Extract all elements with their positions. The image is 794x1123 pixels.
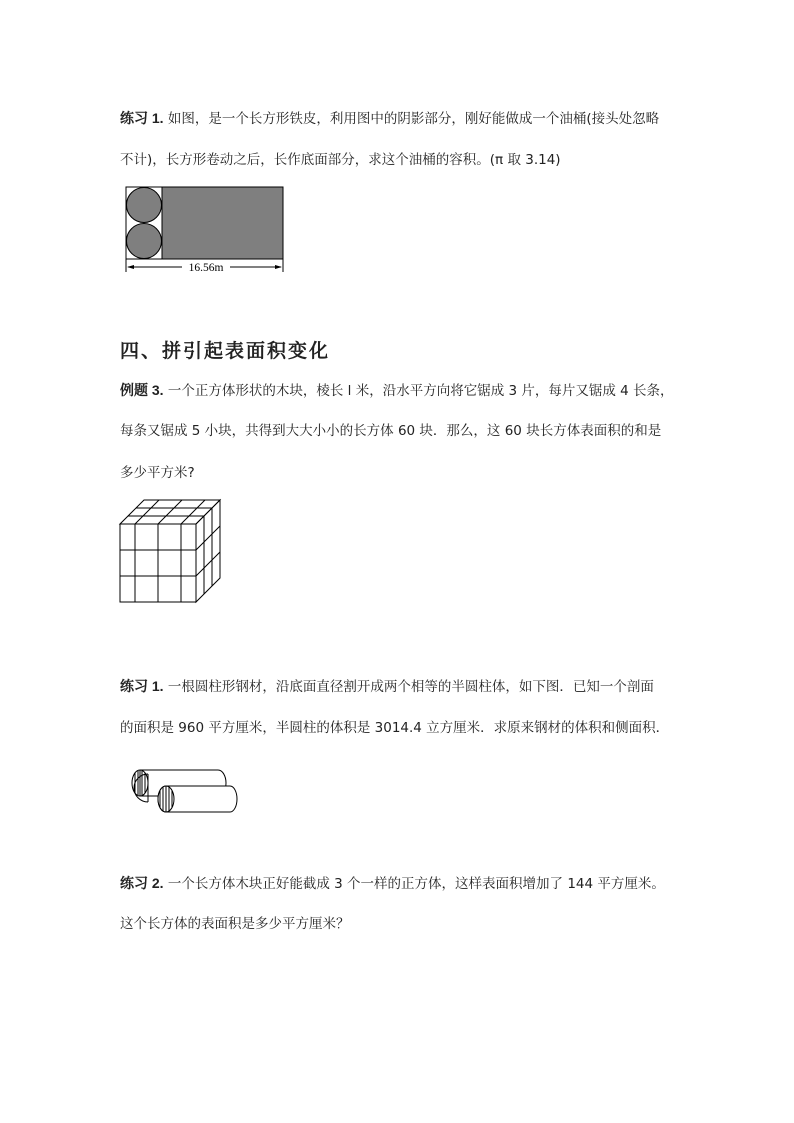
sheet-metal-figure [118, 180, 318, 280]
exercise-1-line-2: 不计)，长方形卷动之后，长作底面部分，求这个油桶的容积。(π 取 3.14) [120, 152, 561, 168]
example-3-text-1: 一个正方体形状的木块，棱长 l 米，沿水平方向将它锯成 3 片，每片又锯成 4 长条， [167, 383, 674, 399]
half-cylinders-figure [126, 764, 251, 824]
exercise-2-line-2: 的面积是 960 平方厘米，半圆柱的体积是 3014.4 立方厘米．求原来钢材的体积和侧面积． [120, 720, 670, 736]
example-3-line-1 [120, 380, 674, 401]
example-3-label: 例题 3. [120, 382, 164, 398]
section-title: 四、拼引起表面积变化 [120, 340, 331, 362]
dimension-arrow-left [127, 265, 134, 269]
top-circle [127, 188, 162, 223]
exercise-3-line-1 [120, 873, 665, 894]
shaded-rectangle [162, 187, 283, 259]
exercise-2-line-1 [120, 676, 654, 697]
exercise-1-label: 练习 1. [120, 110, 164, 126]
bottom-circle [127, 224, 162, 259]
example-3-line-3: 多少平方米? [120, 465, 195, 481]
exercise-2-label: 练习 1. [120, 678, 164, 694]
exercise-3-text-1: 一个长方体木块正好能截成 3 个一样的正方体，这样表面积增加了 144 平方厘米。 [167, 876, 665, 892]
dimension-arrow-right [275, 265, 282, 269]
example-3-line-2: 每条又锯成 5 小块，共得到大大小小的长方体 60 块．那么，这 60 块长方体表面积的和是 [120, 423, 662, 439]
exercise-2-text-1: 一根圆柱形钢材，沿底面直径割开成两个相等的半圆柱体，如下图．已知一个剖面 [167, 679, 654, 695]
cut-cube-figure [116, 496, 241, 606]
exercise-1-line-1 [120, 108, 659, 129]
dimension-label: 16.56m [188, 262, 224, 274]
exercise-1-text-1: 如图，是一个长方形铁皮，利用图中的阴影部分，刚好能做成一个油桶(接头处忽略 [167, 111, 660, 127]
exercise-3-label: 练习 2. [120, 875, 164, 891]
exercise-3-line-2: 这个长方体的表面积是多少平方厘米？ [120, 916, 350, 932]
